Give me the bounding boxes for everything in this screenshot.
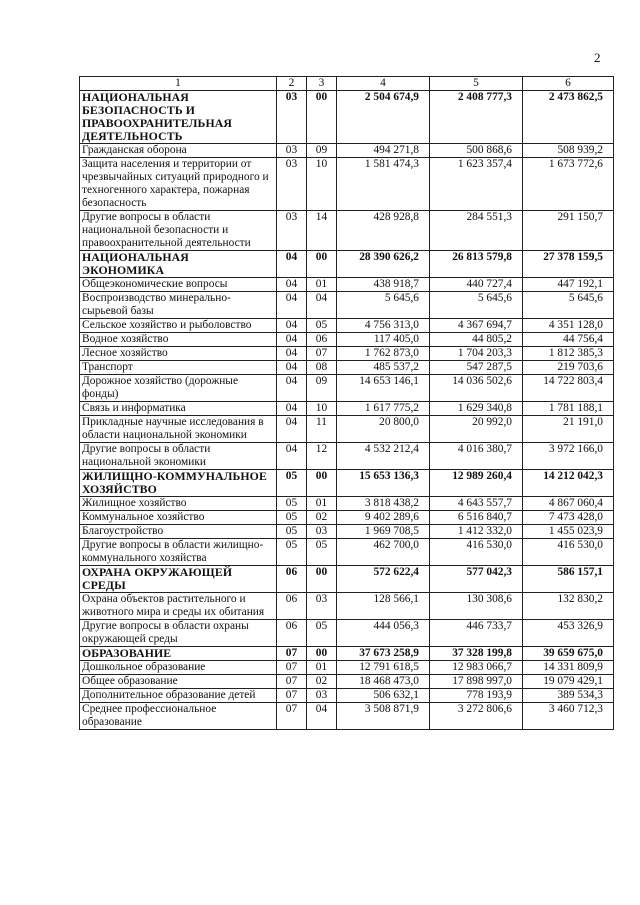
- row-name: Жилищное хозяйство: [80, 497, 277, 511]
- value-col4: 18 468 473,0: [337, 675, 430, 689]
- value-col5: 2 408 777,3: [430, 91, 523, 144]
- value-col4: 428 928,8: [337, 211, 430, 251]
- value-col6: 7 473 428,0: [523, 511, 614, 525]
- row-name: ОБРАЗОВАНИЕ: [80, 647, 277, 661]
- subsection-code: 12: [307, 443, 337, 470]
- section-code: 05: [277, 497, 307, 511]
- subsection-code: 05: [307, 620, 337, 647]
- subsection-code: 02: [307, 675, 337, 689]
- subsection-code: 10: [307, 158, 337, 211]
- value-col6: 219 703,6: [523, 361, 614, 375]
- table-row: [80, 689, 614, 703]
- value-col6: 447 192,1: [523, 278, 614, 292]
- subsection-code: 14: [307, 211, 337, 251]
- value-col4: 128 566,1: [337, 593, 430, 620]
- subsection-code: 08: [307, 361, 337, 375]
- row-name: Дошкольное образование: [80, 661, 277, 675]
- table-row: [80, 375, 614, 402]
- value-col6: 1 781 188,1: [523, 402, 614, 416]
- row-name: НАЦИОНАЛЬНАЯ БЕЗОПАСНОСТЬ И ПРАВООХРАНИТЕЛЬНАЯ ДЕЯТЕЛЬНОСТЬ: [80, 91, 277, 144]
- value-col4: 4 532 212,4: [337, 443, 430, 470]
- subsection-code: 05: [307, 319, 337, 333]
- value-col6: 3 460 712,3: [523, 703, 614, 730]
- section-code: 03: [277, 144, 307, 158]
- value-col4: 4 756 313,0: [337, 319, 430, 333]
- value-col4: 5 645,6: [337, 292, 430, 319]
- value-col4: 1 581 474,3: [337, 158, 430, 211]
- row-name: Дополнительное образование детей: [80, 689, 277, 703]
- page-number: 2: [594, 50, 601, 65]
- subsection-code: 03: [307, 525, 337, 539]
- value-col4: 37 673 258,9: [337, 647, 430, 661]
- value-col6: 1 673 772,6: [523, 158, 614, 211]
- value-col5: 12 989 260,4: [430, 470, 523, 497]
- subsection-code: 09: [307, 375, 337, 402]
- value-col6: 416 530,0: [523, 539, 614, 566]
- row-name: Водное хозяйство: [80, 333, 277, 347]
- subsection-code: 01: [307, 278, 337, 292]
- value-col6: 5 645,6: [523, 292, 614, 319]
- section-code: 07: [277, 675, 307, 689]
- table-row: [80, 703, 614, 730]
- row-name: Транспорт: [80, 361, 277, 375]
- value-col5: 440 727,4: [430, 278, 523, 292]
- table-row: [80, 443, 614, 470]
- section-code: 04: [277, 402, 307, 416]
- value-col6: 291 150,7: [523, 211, 614, 251]
- value-col4: 1 617 775,2: [337, 402, 430, 416]
- row-name: Среднее профессиональное образование: [80, 703, 277, 730]
- section-code: 04: [277, 443, 307, 470]
- value-col4: 462 700,0: [337, 539, 430, 566]
- value-col5: 577 042,3: [430, 566, 523, 593]
- value-col5: 1 623 357,4: [430, 158, 523, 211]
- value-col5: 12 983 066,7: [430, 661, 523, 675]
- subsection-code: 06: [307, 333, 337, 347]
- value-col4: 3 508 871,9: [337, 703, 430, 730]
- row-name: Другие вопросы в области национальной безопасности и правоохранительной деятельности: [80, 211, 277, 251]
- value-col4: 12 791 618,5: [337, 661, 430, 675]
- header-cell: 6: [523, 77, 614, 91]
- section-code: 03: [277, 158, 307, 211]
- table-row: [80, 675, 614, 689]
- budget-table: [79, 76, 614, 730]
- section-code: 04: [277, 361, 307, 375]
- value-col5: 130 308,6: [430, 593, 523, 620]
- table-row: [80, 661, 614, 675]
- value-col4: 14 653 146,1: [337, 375, 430, 402]
- subsection-code: 00: [307, 251, 337, 278]
- row-name: Коммунальное хозяйство: [80, 511, 277, 525]
- value-col4: 438 918,7: [337, 278, 430, 292]
- table-row: [80, 211, 614, 251]
- value-col6: 389 534,3: [523, 689, 614, 703]
- table-row: [80, 402, 614, 416]
- value-col5: 446 733,7: [430, 620, 523, 647]
- value-col4: 20 800,0: [337, 416, 430, 443]
- subsection-code: 01: [307, 661, 337, 675]
- value-col5: 4 016 380,7: [430, 443, 523, 470]
- value-col6: 1 812 385,3: [523, 347, 614, 361]
- row-name: Общее образование: [80, 675, 277, 689]
- table-row: [80, 497, 614, 511]
- value-col5: 416 530,0: [430, 539, 523, 566]
- value-col5: 5 645,6: [430, 292, 523, 319]
- value-col5: 778 193,9: [430, 689, 523, 703]
- section-code: 03: [277, 91, 307, 144]
- value-col4: 117 405,0: [337, 333, 430, 347]
- value-col5: 6 516 840,7: [430, 511, 523, 525]
- value-col5: 14 036 502,6: [430, 375, 523, 402]
- section-code: 07: [277, 647, 307, 661]
- row-name: Воспроизводство минерально-сырьевой базы: [80, 292, 277, 319]
- value-col6: 2 473 862,5: [523, 91, 614, 144]
- subsection-code: 02: [307, 511, 337, 525]
- section-code: 04: [277, 333, 307, 347]
- section-code: 04: [277, 251, 307, 278]
- value-col6: 586 157,1: [523, 566, 614, 593]
- subsection-code: 05: [307, 539, 337, 566]
- section-row: [80, 251, 614, 278]
- value-col5: 547 287,5: [430, 361, 523, 375]
- value-col6: 4 867 060,4: [523, 497, 614, 511]
- value-col6: 508 939,2: [523, 144, 614, 158]
- value-col5: 4 367 694,7: [430, 319, 523, 333]
- section-row: [80, 566, 614, 593]
- value-col6: 14 212 042,3: [523, 470, 614, 497]
- subsection-code: 03: [307, 689, 337, 703]
- value-col4: 444 056,3: [337, 620, 430, 647]
- header-cell: 3: [307, 77, 337, 91]
- value-col5: 17 898 997,0: [430, 675, 523, 689]
- value-col6: 3 972 166,0: [523, 443, 614, 470]
- section-row: [80, 91, 614, 144]
- row-name: НАЦИОНАЛЬНАЯ ЭКОНОМИКА: [80, 251, 277, 278]
- value-col6: 27 378 159,5: [523, 251, 614, 278]
- row-name: ЖИЛИЩНО-КОММУНАЛЬНОЕ ХОЗЯЙСТВО: [80, 470, 277, 497]
- value-col5: 1 704 203,3: [430, 347, 523, 361]
- value-col5: 3 272 806,6: [430, 703, 523, 730]
- table-row: [80, 144, 614, 158]
- value-col5: 500 868,6: [430, 144, 523, 158]
- subsection-code: 11: [307, 416, 337, 443]
- subsection-code: 00: [307, 470, 337, 497]
- subsection-code: 04: [307, 292, 337, 319]
- table-row: [80, 333, 614, 347]
- table-row: [80, 292, 614, 319]
- row-name: Благоустройство: [80, 525, 277, 539]
- section-row: [80, 470, 614, 497]
- row-name: Связь и информатика: [80, 402, 277, 416]
- subsection-code: 07: [307, 347, 337, 361]
- value-col6: 19 079 429,1: [523, 675, 614, 689]
- value-col5: 1 412 332,0: [430, 525, 523, 539]
- value-col4: 1 969 708,5: [337, 525, 430, 539]
- row-name: Другие вопросы в области жилищно-коммунального хозяйства: [80, 539, 277, 566]
- table-row: [80, 158, 614, 211]
- section-code: 04: [277, 292, 307, 319]
- row-name: Сельское хозяйство и рыболовство: [80, 319, 277, 333]
- value-col5: 4 643 557,7: [430, 497, 523, 511]
- value-col6: 1 455 023,9: [523, 525, 614, 539]
- row-name: Общеэкономические вопросы: [80, 278, 277, 292]
- value-col6: 453 326,9: [523, 620, 614, 647]
- value-col5: 26 813 579,8: [430, 251, 523, 278]
- row-name: Прикладные научные исследования в области национальной экономики: [80, 416, 277, 443]
- value-col4: 3 818 438,2: [337, 497, 430, 511]
- table-row: [80, 416, 614, 443]
- header-cell: 4: [337, 77, 430, 91]
- subsection-code: 01: [307, 497, 337, 511]
- value-col4: 494 271,8: [337, 144, 430, 158]
- table-row: [80, 539, 614, 566]
- value-col4: 485 537,2: [337, 361, 430, 375]
- subsection-code: 00: [307, 91, 337, 144]
- value-col6: 44 756,4: [523, 333, 614, 347]
- subsection-code: 04: [307, 703, 337, 730]
- table-row: [80, 525, 614, 539]
- row-name: Охрана объектов растительного и животного мира и среды их обитания: [80, 593, 277, 620]
- section-code: 05: [277, 470, 307, 497]
- value-col4: 28 390 626,2: [337, 251, 430, 278]
- value-col5: 20 992,0: [430, 416, 523, 443]
- row-name: ОХРАНА ОКРУЖАЮЩЕЙ СРЕДЫ: [80, 566, 277, 593]
- value-col6: 14 331 809,9: [523, 661, 614, 675]
- section-code: 04: [277, 278, 307, 292]
- subsection-code: 09: [307, 144, 337, 158]
- section-code: 06: [277, 566, 307, 593]
- subsection-code: 00: [307, 647, 337, 661]
- value-col4: 572 622,4: [337, 566, 430, 593]
- row-name: Другие вопросы в области охраны окружающей среды: [80, 620, 277, 647]
- value-col5: 1 629 340,8: [430, 402, 523, 416]
- table-row: [80, 511, 614, 525]
- header-cell: 2: [277, 77, 307, 91]
- section-code: 07: [277, 689, 307, 703]
- section-row: [80, 647, 614, 661]
- table-row: [80, 347, 614, 361]
- section-code: 03: [277, 211, 307, 251]
- section-code: 04: [277, 347, 307, 361]
- row-name: Дорожное хозяйство (дорожные фонды): [80, 375, 277, 402]
- header-cell: 5: [430, 77, 523, 91]
- row-name: Защита населения и территории от чрезвычайных ситуаций природного и техногенного характера, пожарная безопасность: [80, 158, 277, 211]
- table-row: [80, 361, 614, 375]
- table-row: [80, 278, 614, 292]
- section-code: 04: [277, 416, 307, 443]
- table-row: [80, 319, 614, 333]
- value-col6: 132 830,2: [523, 593, 614, 620]
- section-code: 05: [277, 539, 307, 566]
- value-col4: 15 653 136,3: [337, 470, 430, 497]
- section-code: 04: [277, 375, 307, 402]
- subsection-code: 10: [307, 402, 337, 416]
- value-col5: 284 551,3: [430, 211, 523, 251]
- table-row: [80, 620, 614, 647]
- subsection-code: 00: [307, 566, 337, 593]
- row-name: Другие вопросы в области национальной экономики: [80, 443, 277, 470]
- table-row: [80, 593, 614, 620]
- row-name: Лесное хозяйство: [80, 347, 277, 361]
- value-col6: 39 659 675,0: [523, 647, 614, 661]
- value-col5: 44 805,2: [430, 333, 523, 347]
- subsection-code: 03: [307, 593, 337, 620]
- header-row: [80, 77, 614, 91]
- section-code: 07: [277, 703, 307, 730]
- row-name: Гражданская оборона: [80, 144, 277, 158]
- value-col6: 21 191,0: [523, 416, 614, 443]
- section-code: 06: [277, 593, 307, 620]
- section-code: 05: [277, 525, 307, 539]
- section-code: 06: [277, 620, 307, 647]
- value-col4: 1 762 873,0: [337, 347, 430, 361]
- value-col6: 4 351 128,0: [523, 319, 614, 333]
- value-col4: 2 504 674,9: [337, 91, 430, 144]
- section-code: 05: [277, 511, 307, 525]
- value-col5: 37 328 199,8: [430, 647, 523, 661]
- value-col6: 14 722 803,4: [523, 375, 614, 402]
- value-col4: 506 632,1: [337, 689, 430, 703]
- table-body: [80, 91, 614, 730]
- header-cell: 1: [80, 77, 277, 91]
- value-col4: 9 402 289,6: [337, 511, 430, 525]
- section-code: 07: [277, 661, 307, 675]
- section-code: 04: [277, 319, 307, 333]
